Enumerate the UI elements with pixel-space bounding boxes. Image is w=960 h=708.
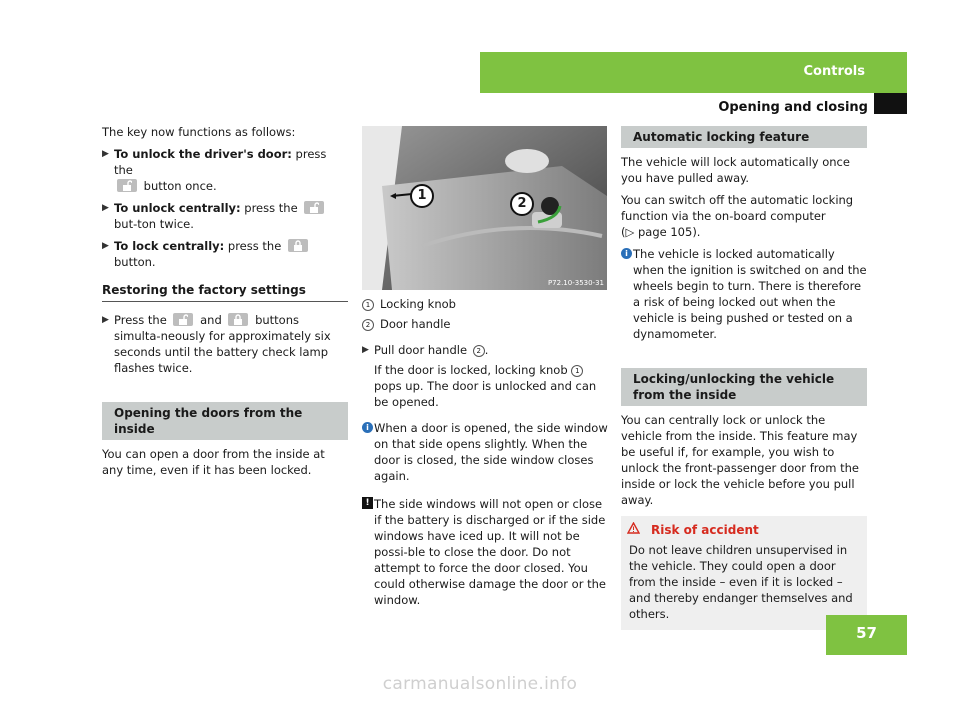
info-icon: i xyxy=(362,422,373,433)
item-text: pops up. The door is unlocked and can be opened. xyxy=(374,379,597,409)
item-text: but-ton twice. xyxy=(114,217,194,231)
warning-box xyxy=(621,516,867,630)
auto-locking-heading: Automatic locking feature xyxy=(621,126,867,148)
legend-number: 1 xyxy=(362,299,374,311)
item-text: Press the xyxy=(114,313,167,327)
doors-heading: Opening the doors from the inside xyxy=(102,402,348,440)
column-3 xyxy=(621,126,867,630)
arrow-icon: ▶ xyxy=(102,241,109,251)
restore-heading: Restoring the factory settings xyxy=(102,282,348,302)
warning-triangle-icon xyxy=(627,522,640,538)
list-item xyxy=(362,342,608,410)
item-label: To unlock the driver's door: xyxy=(114,147,292,161)
locking-inside-text: You can centrally lock or unlock the vehicle from the inside. This feature may be useful if, for example, you wish to unlock the front-passenger door from the inside or lock the vehicle before you pull away. xyxy=(621,413,859,507)
section-tab xyxy=(480,52,907,93)
page-number: 57 xyxy=(856,624,877,642)
lock-button-icon xyxy=(288,239,308,252)
callout-1: 1 xyxy=(410,184,434,208)
warning-title: Risk of accident xyxy=(651,523,759,537)
info-icon: i xyxy=(621,248,632,259)
arrow-icon: ▶ xyxy=(102,149,109,159)
legend-label: Locking knob xyxy=(380,297,456,311)
legend-item xyxy=(362,316,608,332)
callout-2: 2 xyxy=(510,192,534,216)
item-text: buttons simulta-neously for approximately six seconds until the battery check lamp flashes twice. xyxy=(114,313,331,375)
header-marker xyxy=(874,93,907,114)
list-item xyxy=(102,146,348,194)
info-note xyxy=(621,246,867,342)
item-text: If the door is locked, locking knob xyxy=(374,363,568,377)
unlock-button-icon xyxy=(173,313,193,326)
item-label: To lock centrally: xyxy=(114,239,225,253)
doors-text: You can open a door from the inside at any time, even if it has been locked. xyxy=(102,447,325,477)
arrow-icon: ▶ xyxy=(102,315,109,325)
item-label: To unlock centrally: xyxy=(114,201,241,215)
ref-number: 2 xyxy=(473,345,485,357)
info-note xyxy=(362,420,608,484)
caution-icon: ! xyxy=(362,497,373,509)
page-title: Opening and closing xyxy=(718,100,868,115)
page-number-box xyxy=(826,615,907,655)
warning-text: Do not leave children unsupervised in the vehicle. They could open a door from the inside – even if it is locked – and thereby endanger themselves and others. xyxy=(629,543,853,621)
item-text: button. xyxy=(114,255,156,269)
item-text: Pull door handle xyxy=(374,343,468,357)
item-text: button once. xyxy=(143,179,217,193)
door-interior-photo xyxy=(362,126,607,290)
unlock-button-icon xyxy=(304,201,324,214)
item-text: press the xyxy=(244,201,298,215)
info-text: When a door is opened, the side window on that side opens slightly. When the door is closed, the side window closes again. xyxy=(374,421,608,483)
intro-text: The key now functions as follows: xyxy=(102,125,296,139)
caution-text: The side windows will not open or close if the battery is discharged or if the side windows have iced up. It will not be possi-ble to close the door. Do not attempt to force the door closed. You could otherwise damage the door or the window. xyxy=(374,497,606,607)
step-detail xyxy=(374,362,608,410)
legend-label: Door handle xyxy=(380,317,451,331)
warning-heading xyxy=(629,522,859,538)
item-text: . xyxy=(484,343,489,357)
arrow-icon: ▶ xyxy=(362,345,369,355)
lock-button-icon xyxy=(228,313,248,326)
item-text: press the xyxy=(114,147,327,177)
section-title: Controls xyxy=(803,64,865,79)
door-illustration xyxy=(362,126,607,290)
page-reference: (▷ page 105). xyxy=(621,225,701,239)
column-1 xyxy=(102,124,348,478)
ref-number: 1 xyxy=(571,365,583,377)
item-text: press the xyxy=(227,239,282,253)
locking-inside-heading: Locking/unlocking the vehicle from the inside xyxy=(621,368,867,406)
info-text: The vehicle is locked automatically when the ignition is switched on and the wheels begin to turn. There is therefore a risk of being locked out when the vehicle is being pushed or tested on a dynamometer. xyxy=(633,247,867,341)
figure-code: P72.10-3530-31 xyxy=(547,279,604,287)
column-2 xyxy=(362,296,608,608)
legend-number: 2 xyxy=(362,319,374,331)
watermark: carmanualsonline.info xyxy=(382,674,578,694)
auto-text-1: The vehicle will lock automatically once you have pulled away. xyxy=(621,155,850,185)
unlock-button-icon xyxy=(117,179,137,192)
arrow-icon: ▶ xyxy=(102,203,109,213)
auto-text-2: You can switch off the automatic locking function via the on-board computer xyxy=(621,193,854,223)
legend-item xyxy=(362,296,608,312)
item-text: and xyxy=(200,313,222,327)
list-item xyxy=(102,238,348,270)
list-item xyxy=(102,312,348,376)
list-item xyxy=(102,200,348,232)
caution-note xyxy=(362,496,608,608)
